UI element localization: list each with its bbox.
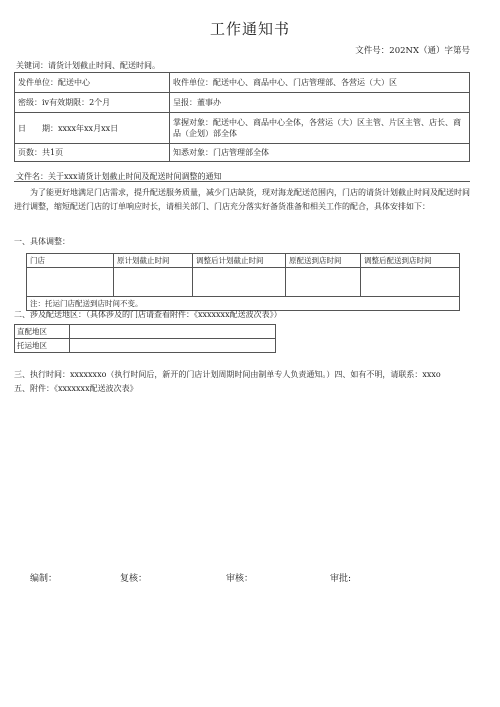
table-cell — [361, 268, 460, 297]
pages-cell: 页数：共1页 — [15, 144, 170, 162]
file-name: 文件名：关于xxx请货计划截止时间及配送时间调整的通知 — [16, 172, 222, 181]
section1-heading: 一、具体调整： — [14, 237, 70, 246]
adjustment-table — [26, 253, 460, 311]
date-cell: 日 期：xxxx年xx月xx日 — [15, 113, 170, 144]
document-title: 工作通知书 — [209, 20, 290, 38]
section3-text: 三、执行时间：xxxxxxxo（执行时间后，新开的门店计划周期时间由制单专人负责通知。）四、如有不明，请联系：xxxo — [14, 370, 441, 379]
table-cell — [193, 268, 286, 297]
keywords: 关键词：请货计划截止时间、配送时间。 — [16, 61, 160, 70]
grasp-cell: 掌握对象：配送中心、商品中心全体，各营运（大）区主管、片区主管、店长、商品（企划）部全体 — [170, 113, 470, 144]
column-header: 原计划截止时间 — [114, 254, 193, 268]
region-value — [70, 339, 276, 353]
column-header: 调整后配送到店时间 — [361, 254, 460, 268]
region-label: 托运地区 — [15, 339, 70, 353]
table-cell — [286, 268, 361, 297]
document-number: 文件号：202NX（通）字第号 — [355, 46, 470, 56]
table-note: 注：托运门店配送到店时间不变。 — [27, 297, 460, 311]
signature-approver: 审批: — [330, 574, 352, 584]
inform-cell: 知悉对象：门店管理部全体 — [170, 144, 470, 162]
signature-editor: 编制： — [30, 574, 58, 584]
region-label: 直配地区 — [15, 325, 70, 339]
signature-auditor: 审核： — [226, 574, 254, 584]
report-to-cell: 呈报：董事办 — [170, 93, 470, 113]
column-header: 调整后计划截止时间 — [193, 254, 286, 268]
column-header: 门店 — [27, 254, 114, 268]
region-value — [70, 325, 276, 339]
divider — [14, 181, 470, 182]
table-cell — [27, 268, 114, 297]
receiver-cell: 收件单位：配送中心、商品中心、门店管理部、各营运（大）区 — [170, 73, 470, 93]
region-table — [14, 324, 276, 353]
signature-reviewer: 复核： — [120, 574, 148, 584]
sender-cell: 发件单位：配送中心 — [15, 73, 170, 93]
intro-paragraph: 为了能更好地满足门店需求，提升配送服务质量，减少门店缺货，现对海龙配送范围内，门店的请货计划截止时间及配送时间进行调整，缩短配送门店的订单响应时长，请相关部门、门店充分落实好备货准备和相关工作的配合，具体安排如下： — [14, 188, 470, 211]
column-header: 原配送到店时间 — [286, 254, 361, 268]
section2-heading: 二、涉及配送地区：（具体涉及的门店请查看附件：《xxxxxxx配送波次表》） — [14, 310, 282, 319]
secrecy-cell: 密级：iv有效期限：2个月 — [15, 93, 170, 113]
meta-table — [14, 72, 470, 162]
table-cell — [114, 268, 193, 297]
section5-text: 五、附件：《xxxxxxx配送波次表》 — [14, 384, 138, 393]
